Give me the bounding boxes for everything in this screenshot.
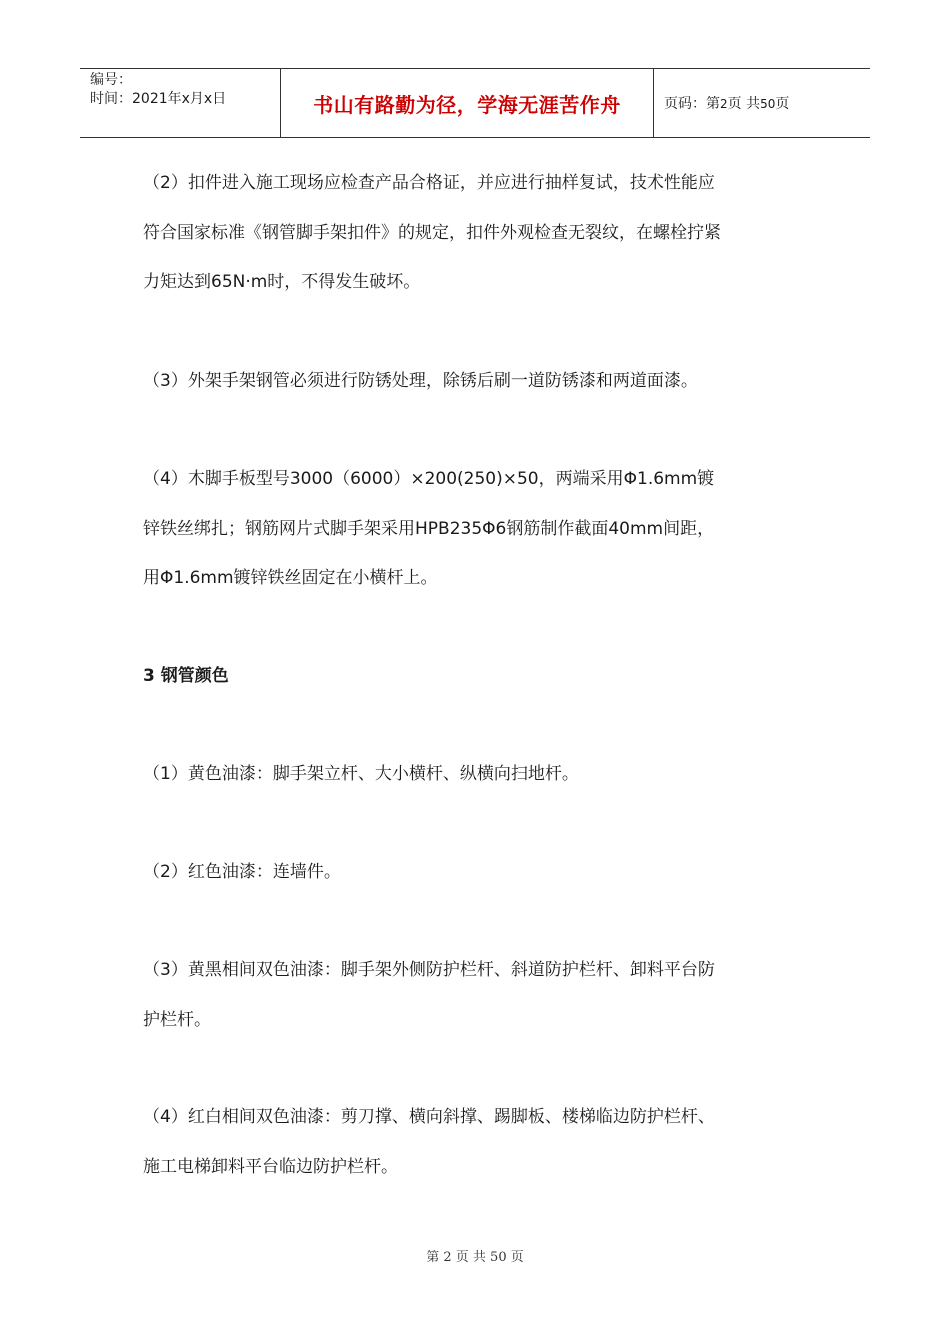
- paragraph-line: （2）红色油漆：连墙件。: [143, 862, 341, 882]
- color-item-2: [143, 848, 813, 898]
- header-page-total: 50: [760, 97, 776, 111]
- color-item-3: [143, 946, 813, 1045]
- paragraph-line: （1）黄色油漆：脚手架立杆、大小横杆、纵横向扫地杆。: [143, 764, 579, 784]
- header-page-suffix: 页: [775, 96, 790, 112]
- paragraph-line: 符合国家标准《钢管脚手架扣件》的规定，扣件外观检查无裂纹，在螺栓拧紧: [143, 222, 721, 243]
- paragraph-2: [143, 159, 813, 308]
- paragraph-line: 锌铁丝绑扎；钢筋网片式脚手架采用HPB235Φ6钢筋制作截面40mm间距，: [143, 518, 715, 539]
- color-item-4: [143, 1093, 813, 1192]
- document-number-label: 编号：: [90, 72, 132, 88]
- header-page-middle: 页 共: [727, 96, 761, 112]
- header-motto: 书山有路勤为径，学海无涯苦作舟: [313, 92, 621, 117]
- header-page-prefix: 页码：第: [664, 96, 720, 112]
- paragraph-line: 用Φ1.6mm镀锌铁丝固定在小横杆上。: [143, 568, 438, 588]
- document-date: 时间：2021年x月x日: [90, 91, 227, 107]
- header-meta-cell: [80, 69, 281, 137]
- paragraph-4: [143, 455, 813, 604]
- paragraph-line: （4）木脚手板型号3000（6000）×200(250)×50，两端采用Φ1.6mm镀: [143, 469, 715, 489]
- paragraph-line: （3）外架手架钢管必须进行防锈处理，除锈后刷一道防锈漆和两道面漆。: [143, 371, 698, 391]
- paragraph-line: 力矩达到65N·m时，不得发生破坏。: [143, 272, 421, 292]
- paragraph-line: （3）黄黑相间双色油漆：脚手架外侧防护栏杆、斜道防护栏杆、卸料平台防: [143, 960, 715, 980]
- header-page-info: [664, 93, 789, 113]
- paragraph-line: （4）红白相间双色油漆：剪刀撑、横向斜撑、踢脚板、楼梯临边防护栏杆、: [143, 1107, 715, 1127]
- paragraph-line: （2）扣件进入施工现场应检查产品合格证，并应进行抽样复试，技术性能应: [143, 173, 715, 193]
- paragraph-line: 护栏杆。: [143, 1009, 211, 1030]
- section-heading: 3 钢管颜色: [143, 666, 229, 686]
- page-header: [80, 68, 870, 138]
- header-page-current: 2: [720, 97, 728, 111]
- header-page-cell: [654, 69, 870, 137]
- page-footer: 第 2 页 共 50 页: [426, 1250, 524, 1265]
- color-item-1: [143, 750, 813, 800]
- header-motto-cell: [281, 69, 654, 137]
- paragraph-line: 施工电梯卸料平台临边防护栏杆。: [143, 1156, 398, 1177]
- paragraph-3: [143, 357, 813, 407]
